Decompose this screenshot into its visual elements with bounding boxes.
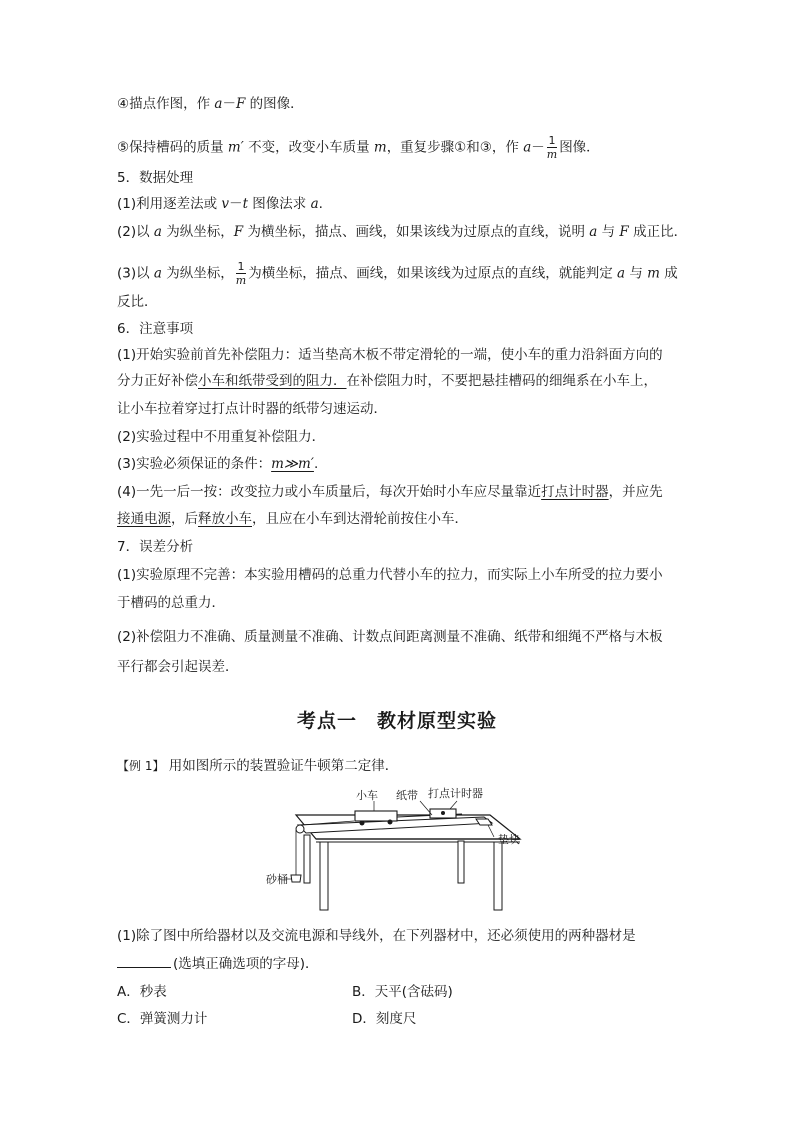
fraction-1-over-m: $\frac{1}{m}$ <box>235 260 247 287</box>
label-block: 垫块 <box>498 833 520 846</box>
option-b: B．天平(含砝码) <box>352 984 453 1000</box>
section-5-item-1: (1)利用逐差法或 v－t 图像法求 a. <box>117 196 323 212</box>
section-7-item-2-cont: 平行都会引起误差． <box>117 659 239 675</box>
fraction-1-over-m: $\frac{1}{m}$ <box>546 134 558 161</box>
section-6-item-4-cont: 接通电源，后释放小车，且应在小车到达滑轮前按住小车． <box>117 511 468 527</box>
label-bucket: 砂桶 <box>266 873 288 886</box>
section-7-item-1-cont: 于槽码的总重力． <box>117 595 225 611</box>
label-timer: 打点计时器 <box>428 787 483 800</box>
step-5: ⑤保持槽码的质量 m′ 不变，改变小车质量 m，重复步骤①和③，作 a－ $\frac{1}{m}$ 图像． <box>117 134 600 161</box>
section-6-item-4: (4)一先一后一按：改变拉力或小车质量后，每次开始时小车应尽量靠近打点计时器，并应先 <box>117 484 663 500</box>
section-6-item-1-cont2: 让小车拉着穿过打点计时器的纸带匀速运动． <box>117 401 387 417</box>
section-6-title: 6．注意事项 <box>117 321 194 337</box>
option-c: C．弹簧测力计 <box>117 1011 208 1027</box>
answer-blank[interactable] <box>117 967 171 968</box>
table-leg <box>304 835 310 883</box>
step-4: ④描点作图，作 a－F 的图像． <box>117 96 304 112</box>
option-a: A．秒表 <box>117 984 167 1000</box>
sand-bucket <box>291 875 301 882</box>
apparatus-figure <box>262 779 532 914</box>
pulley <box>296 825 304 833</box>
section-heading: 考点一 教材原型实验 <box>296 710 497 732</box>
table-leg <box>458 841 464 883</box>
section-5-item-3-cont: 反比． <box>117 294 158 310</box>
table-leg <box>320 842 328 910</box>
table-leg <box>494 842 502 910</box>
section-6-item-2: (2)实验过程中不用重复补偿阻力． <box>117 429 326 445</box>
section-5-item-2: (2)以 a 为纵坐标，F 为横坐标，描点、画线，如果该线为过原点的直线，说明 a 与 F 成正比． <box>117 224 688 240</box>
section-6-item-3: (3)实验必须保证的条件：m≫m′. <box>117 456 319 472</box>
section-7-item-2: (2)补偿阻力不准确、质量测量不准确、计数点间距离测量不准确、纸带和细绳不严格与木板 <box>117 629 663 645</box>
question-1: (1)除了图中所给器材以及交流电源和导线外，在下列器材中，还必须使用的两种器材是 <box>117 928 636 944</box>
section-5-title: 5．数据处理 <box>117 170 194 186</box>
label-car: 小车 <box>356 789 378 802</box>
option-d: D．刻度尺 <box>352 1011 417 1027</box>
section-6-item-1: (1)开始实验前首先补偿阻力：适当垫高木板不带定滑轮的一端，使小车的重力沿斜面方向的 <box>117 347 663 363</box>
question-1-cont: (选填正确选项的字母)． <box>117 955 319 973</box>
example-1: 【例 1】 用如图所示的装置验证牛顿第二定律． <box>117 758 399 774</box>
section-7-title: 7．误差分析 <box>117 539 194 555</box>
section-7-item-1: (1)实验原理不完善：本实验用槽码的总重力代替小车的拉力，而实际上小车所受的拉力要小 <box>117 567 663 583</box>
section-5-item-3: (3)以 a 为纵坐标， $\frac{1}{m}$ 为横坐标，描点、画线，如果该线为过原点的直线，就能判定 a 与 m 成 <box>117 260 678 287</box>
example-tag: 【例 1】 <box>117 759 165 773</box>
section-6-item-1-cont: 分力正好补偿小车和纸带受到的阻力．在补偿阻力时，不要把悬挂槽码的细绳系在小车上， <box>117 373 657 389</box>
car <box>355 811 397 821</box>
label-tape: 纸带 <box>396 789 418 802</box>
